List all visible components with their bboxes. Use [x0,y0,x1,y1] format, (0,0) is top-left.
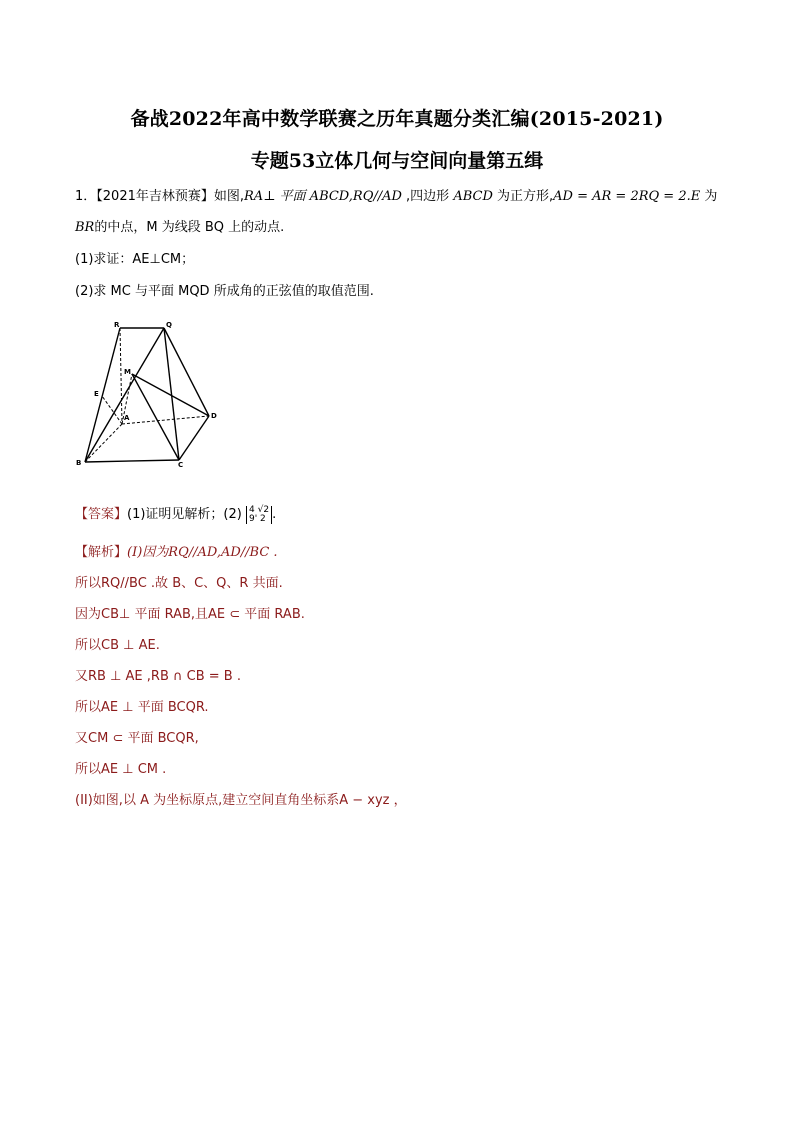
problem-text: ,四边形 [401,189,454,204]
analysis-text: (I)因为RQ//AD,AD//BC . [127,545,278,560]
problem-math: ABCD [453,189,493,204]
answer-line [75,503,276,524]
label-E: E [94,390,99,398]
analysis-line-9: (II)如图,以 A 为坐标原点,建立空间直角坐标系A − xyz ， [75,793,407,808]
edge-RB [85,328,120,462]
label-A: A [124,414,130,422]
label-D: D [211,412,217,420]
problem-line-1 [75,185,717,204]
answer-range-top: 4 √2 [249,504,270,515]
edge-RA [120,328,122,424]
problem-math: BR [75,220,95,235]
analysis-line-3: 因为CB⊥ 平面 RAB,且AE ⊂ 平面 RAB. [75,607,305,622]
analysis-line-1 [75,541,278,560]
edge-QD [164,328,209,416]
problem-math: AD = AR = 2RQ = 2.E [553,189,701,204]
analysis-line-5: 又RB ⊥ AE ,RB ∩ CB = B . [75,669,241,684]
label-Q: Q [166,321,172,329]
analysis-line-8: 所以AE ⊥ CM . [75,762,167,777]
problem-line-2 [75,216,284,235]
answer-range [246,506,272,524]
label-B: B [76,459,82,467]
label-C: C [178,461,184,468]
answer-text: (1)证明见解析；(2) [127,507,242,522]
label-R: R [114,321,120,329]
solid-geometry-diagram [72,318,222,468]
document-subtitle: 专题53立体几何与空间向量第五缉 [250,150,544,172]
problem-source: 【2021年吉林预赛】 [96,189,214,204]
document-title: 备战2022年高中数学联赛之历年真题分类汇编(2015-2021) [130,108,664,130]
answer-tag: 【答案】 [75,507,128,522]
edge-AE [102,396,122,424]
edge-AD [122,416,209,424]
label-M: M [124,368,131,376]
analysis-line-2: 所以RQ//BC .故 B、C、Q、R 共面. [75,576,283,591]
problem-text: 如图, [213,189,245,204]
problem-text: 为正方形, [492,189,554,204]
analysis-tag: 【解析】 [75,545,128,560]
edge-QC [164,328,179,460]
answer-end: . [272,507,277,522]
answer-range-bottom: 9' 2 [249,513,266,524]
problem-number: 1． [75,189,97,204]
analysis-line-4: 所以CB ⊥ AE. [75,638,160,653]
geometry-figure [72,318,222,472]
analysis-line-7: 又CM ⊂ 平面 BCQR, [75,731,199,746]
edge-CD [179,416,209,460]
problem-math: RA⊥ 平面 ABCD,RQ//AD [244,189,402,204]
analysis-line-6: 所以AE ⊥ 平面 BCQR. [75,700,209,715]
problem-text: 为 [700,189,718,204]
edge-BC [85,460,179,462]
question-1: (1)求证：AE⊥CM； [75,252,195,267]
question-2: (2)求 MC 与平面 MQD 所成角的正弦值的取值范围. [75,284,374,299]
problem-text: 的中点，M 为线段 BQ 上的动点. [94,220,285,235]
